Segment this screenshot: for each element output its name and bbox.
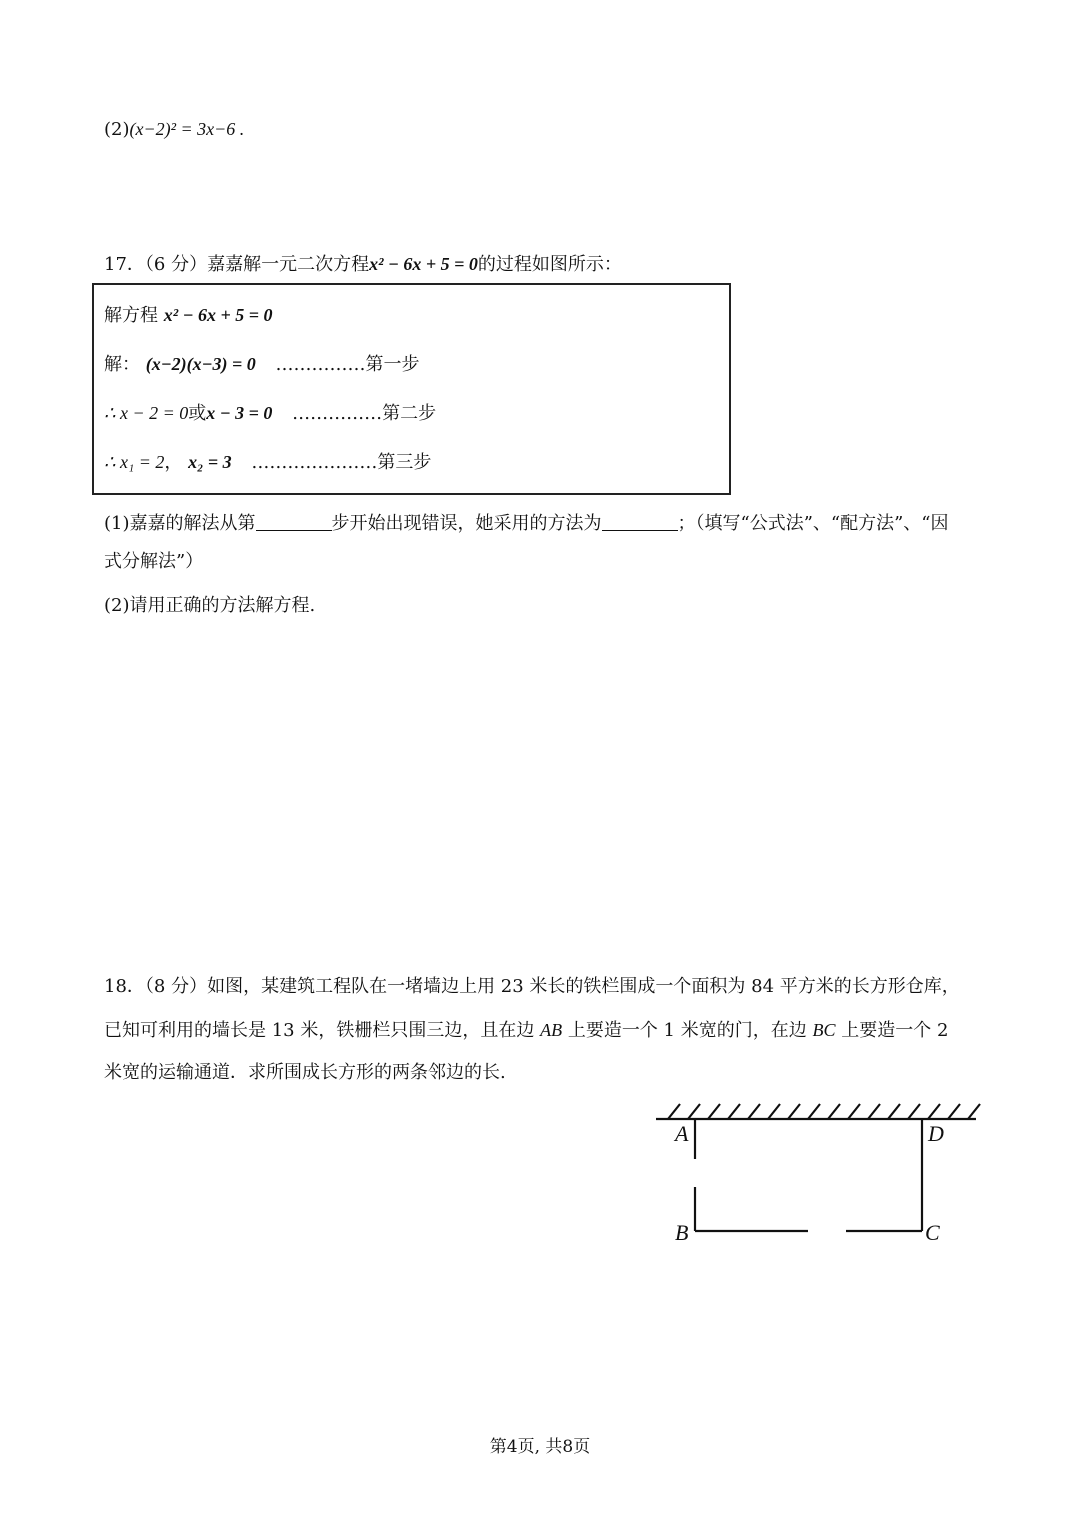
q17-title-prefix: 17．（6 分）嘉嘉解一元二次方程: [104, 254, 370, 275]
box-line4-sep: ，: [164, 452, 183, 473]
q17-sub1-text-c: ；（填写“公式法”、“配方法”、“因: [677, 513, 949, 534]
label-b: B: [675, 1220, 689, 1245]
q16-part2-label: (2): [104, 119, 130, 140]
q17-title-equation: x² − 6x + 5 = 0: [369, 254, 478, 274]
label-c: C: [925, 1220, 940, 1245]
box-line3-equation-b: x − 3 = 0: [206, 403, 273, 423]
warehouse-figure: [650, 1098, 990, 1258]
label-d: D: [928, 1121, 944, 1146]
q18-line2-text-a: 已知可利用的墙长是 13 米，铁栅栏只围三边，且在边: [104, 1020, 535, 1041]
q18-line2-text-b: 上要造一个 1 米宽的门，在边: [567, 1020, 807, 1041]
box-line4-equation-a: ∴ x₁ = 2: [104, 452, 165, 472]
page-footer: 第4页, 共8页: [489, 1437, 591, 1457]
q17-sub1-text-b: 步开始出现错误，她采用的方法为: [331, 513, 602, 534]
q18-line2-text-c: 上要造一个 2: [841, 1020, 949, 1041]
label-a: A: [675, 1121, 689, 1146]
box-line2-step: ……………第一步: [275, 354, 420, 375]
box-line3-or: 或: [188, 403, 207, 424]
q16-part2-equation: (x−2)² = 3x−6 .: [129, 119, 245, 139]
box-line3-equation-a: ∴ x − 2 = 0: [104, 403, 189, 423]
q18-line-3: 米宽的运输通道．求所围成长方形的两条邻边的长.: [104, 1062, 506, 1083]
q18-segment-ab: AB: [540, 1020, 563, 1040]
box-line4-equation-b: x₂ = 3: [188, 452, 232, 472]
box-line1-equation: x² − 6x + 5 = 0: [163, 305, 273, 325]
answer-blank-method[interactable]: [602, 512, 678, 531]
q17-title: [104, 252, 622, 277]
solution-box: [92, 283, 731, 495]
box-line-4: [104, 448, 431, 474]
q18-line-2: [104, 1018, 948, 1043]
box-line1-label: 解方程: [104, 305, 158, 326]
box-line2-label: 解：: [104, 354, 140, 375]
box-line3-step: ……………第二步: [292, 403, 437, 424]
box-line2-equation: (x−2)(x−3) = 0: [145, 354, 256, 374]
box-line-3: [104, 399, 436, 425]
box-line4-step: …………………第三步: [251, 452, 432, 473]
q18-segment-bc: BC: [812, 1020, 836, 1040]
wall-hatching: [656, 1104, 980, 1119]
q17-sub1-text-a: (1)嘉嘉的解法从第: [104, 513, 256, 534]
answer-blank-step[interactable]: [256, 512, 332, 531]
q17-sub1-continued: 式分解法”）: [104, 551, 204, 572]
q17-sub2: (2)请用正确的方法解方程.: [104, 595, 316, 616]
box-line-1: [104, 301, 273, 327]
fence: [695, 1119, 922, 1231]
q16-part2: [104, 117, 244, 142]
box-line-2: [104, 350, 420, 376]
q17-title-suffix: 的过程如图所示：: [477, 254, 622, 275]
q18-line-1: 18．（8 分）如图，某建筑工程队在一堵墙边上用 23 米长的铁栏围成一个面积为 84 平方米的长方形仓库，: [104, 976, 960, 997]
q17-sub1: [104, 512, 949, 536]
